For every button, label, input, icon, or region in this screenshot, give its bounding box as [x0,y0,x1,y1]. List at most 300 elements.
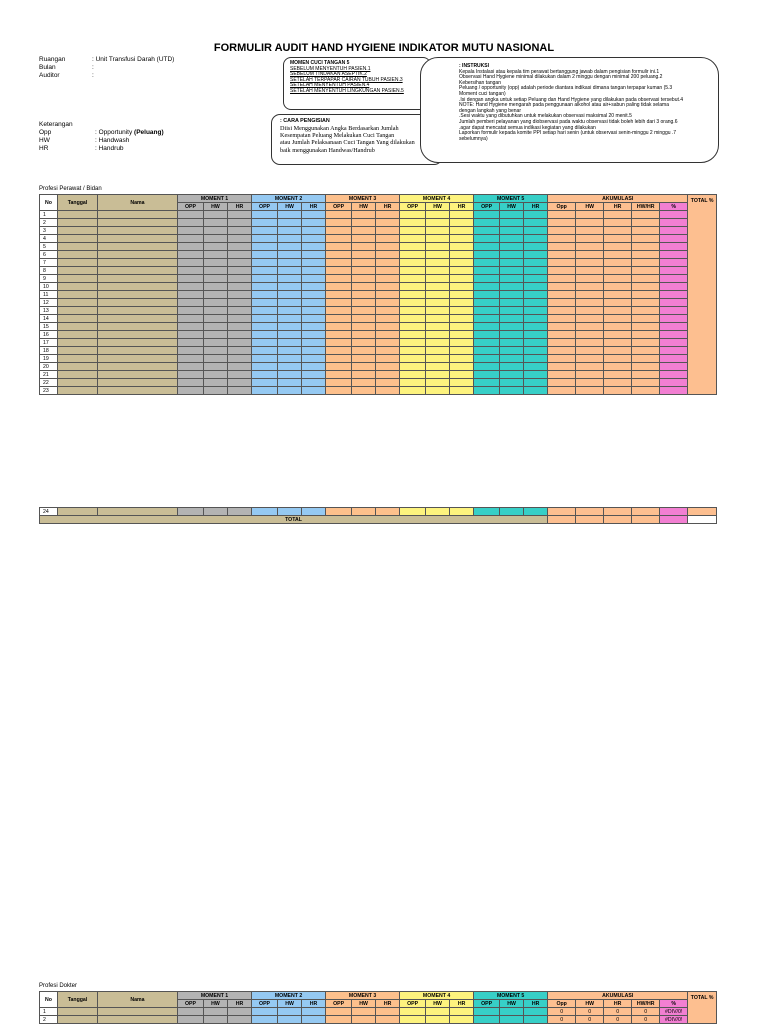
table-cell[interactable] [450,307,474,315]
table-cell[interactable] [376,219,400,227]
table-cell[interactable] [376,355,400,363]
table-cell-percent[interactable] [660,379,688,387]
table-cell[interactable] [524,291,548,299]
table-cell[interactable] [632,243,660,251]
table-cell-percent[interactable] [660,251,688,259]
table-cell[interactable] [450,1016,474,1024]
table-cell[interactable] [228,1016,252,1024]
table-cell[interactable] [228,331,252,339]
table-cell[interactable] [178,267,204,275]
table-cell[interactable] [426,371,450,379]
table-cell[interactable] [604,331,632,339]
table-cell[interactable] [426,299,450,307]
table-cell[interactable] [524,355,548,363]
table-cell[interactable] [400,347,426,355]
table-cell-percent[interactable] [660,387,688,395]
table-cell[interactable] [524,243,548,251]
table-cell[interactable] [548,331,576,339]
table-cell[interactable] [604,291,632,299]
table-cell-percent[interactable] [660,291,688,299]
table-cell[interactable] [58,331,98,339]
table-cell[interactable] [178,259,204,267]
table-cell[interactable] [474,371,500,379]
table-cell[interactable] [98,291,178,299]
table-cell[interactable] [302,283,326,291]
table-cell[interactable] [426,1008,450,1016]
table-cell[interactable] [204,1016,228,1024]
table-cell-percent[interactable] [660,243,688,251]
table-cell[interactable] [326,323,352,331]
table-cell[interactable] [474,219,500,227]
table-cell[interactable] [500,347,524,355]
table-cell[interactable] [228,251,252,259]
table-cell[interactable] [548,355,576,363]
total-cell[interactable] [632,516,660,524]
table-cell[interactable] [58,355,98,363]
table-cell[interactable] [204,307,228,315]
table-cell[interactable] [604,379,632,387]
table-cell[interactable]: 0 [604,1008,632,1016]
table-cell[interactable] [500,1008,524,1016]
table-cell[interactable] [632,355,660,363]
table-cell[interactable] [474,259,500,267]
table-cell[interactable] [632,259,660,267]
table-cell-percent[interactable] [660,323,688,331]
table-cell[interactable] [400,379,426,387]
table-cell[interactable] [376,275,400,283]
table-cell[interactable] [524,331,548,339]
table-cell[interactable] [450,259,474,267]
table-cell[interactable] [450,363,474,371]
table-cell[interactable] [204,371,228,379]
table-cell[interactable] [204,235,228,243]
table-cell[interactable] [548,275,576,283]
table-cell[interactable] [58,323,98,331]
table-cell[interactable] [400,251,426,259]
table-cell[interactable] [548,371,576,379]
table-cell[interactable] [576,299,604,307]
table-cell[interactable] [474,315,500,323]
table-cell[interactable] [278,251,302,259]
table-cell[interactable] [376,1016,400,1024]
table-cell[interactable] [178,315,204,323]
table-cell[interactable] [576,508,604,516]
table-cell[interactable] [278,291,302,299]
table-cell[interactable] [252,219,278,227]
table-cell[interactable] [548,315,576,323]
table-cell[interactable] [400,235,426,243]
table-cell[interactable] [524,259,548,267]
table-cell[interactable] [376,251,400,259]
table-cell[interactable] [252,1008,278,1016]
table-cell[interactable] [204,347,228,355]
table-cell[interactable] [278,299,302,307]
table-cell[interactable] [278,259,302,267]
table-cell[interactable] [302,275,326,283]
table-cell[interactable] [604,251,632,259]
table-cell[interactable] [228,299,252,307]
table-cell[interactable] [474,355,500,363]
table-cell[interactable] [400,227,426,235]
table-cell[interactable] [400,323,426,331]
table-cell[interactable] [426,235,450,243]
table-cell[interactable] [58,291,98,299]
table-cell[interactable]: 0 [632,1016,660,1024]
table-cell[interactable] [178,508,204,516]
table-cell[interactable] [548,227,576,235]
table-cell[interactable] [252,267,278,275]
table-cell[interactable] [302,211,326,219]
table-cell[interactable] [252,251,278,259]
table-cell[interactable] [450,219,474,227]
table-cell[interactable] [228,508,252,516]
table-cell[interactable] [632,299,660,307]
table-cell[interactable] [576,227,604,235]
table-cell[interactable] [400,219,426,227]
table-cell[interactable] [178,347,204,355]
table-cell[interactable] [548,259,576,267]
table-cell[interactable] [450,379,474,387]
table-cell[interactable] [352,363,376,371]
table-cell[interactable] [98,363,178,371]
table-cell[interactable] [604,307,632,315]
table-cell[interactable] [450,243,474,251]
table-cell[interactable] [632,235,660,243]
table-cell[interactable] [252,363,278,371]
table-cell[interactable] [252,259,278,267]
table-cell[interactable] [632,307,660,315]
table-cell[interactable] [632,347,660,355]
table-cell[interactable] [426,211,450,219]
table-cell[interactable] [228,355,252,363]
table-cell[interactable] [604,211,632,219]
table-cell[interactable] [474,227,500,235]
table-cell[interactable] [400,371,426,379]
table-cell[interactable] [204,259,228,267]
table-cell[interactable] [604,235,632,243]
table-cell[interactable] [228,379,252,387]
table-cell[interactable] [474,347,500,355]
table-cell[interactable] [426,251,450,259]
table-cell[interactable] [352,387,376,395]
table-cell[interactable] [278,227,302,235]
table-cell[interactable] [474,267,500,275]
table-cell[interactable] [58,283,98,291]
table-cell[interactable] [252,323,278,331]
table-cell[interactable] [548,291,576,299]
table-cell[interactable] [426,219,450,227]
table-cell-percent[interactable] [660,283,688,291]
table-cell[interactable] [548,387,576,395]
table-cell[interactable] [58,227,98,235]
table-cell[interactable] [178,371,204,379]
table-cell[interactable] [352,331,376,339]
table-cell[interactable] [228,307,252,315]
table-cell[interactable] [500,275,524,283]
table-cell[interactable] [376,339,400,347]
table-cell[interactable] [178,211,204,219]
table-cell[interactable] [302,1016,326,1024]
table-cell[interactable] [252,275,278,283]
table-cell[interactable] [58,508,98,516]
table-cell[interactable] [524,323,548,331]
table-cell[interactable] [98,283,178,291]
table-cell[interactable] [376,315,400,323]
table-cell[interactable] [352,219,376,227]
table-cell[interactable] [524,315,548,323]
table-cell[interactable] [178,339,204,347]
table-cell[interactable] [326,251,352,259]
table-cell[interactable] [426,1016,450,1024]
table-cell[interactable] [178,387,204,395]
table-cell[interactable] [178,291,204,299]
table-cell[interactable] [326,315,352,323]
table-cell[interactable] [450,235,474,243]
table-cell[interactable] [400,307,426,315]
table-cell[interactable] [302,315,326,323]
table-cell[interactable] [302,355,326,363]
table-cell[interactable] [524,339,548,347]
table-cell-percent[interactable] [660,363,688,371]
table-cell[interactable] [376,347,400,355]
table-cell-percent[interactable] [660,299,688,307]
table-cell[interactable] [228,1008,252,1016]
table-cell[interactable] [632,227,660,235]
table-cell[interactable] [450,251,474,259]
table-cell[interactable] [278,508,302,516]
table-cell[interactable] [204,323,228,331]
table-cell[interactable] [58,307,98,315]
table-cell[interactable] [632,339,660,347]
table-cell[interactable] [474,379,500,387]
total-cell[interactable] [576,516,604,524]
table-cell[interactable] [474,323,500,331]
table-cell[interactable] [352,291,376,299]
table-cell[interactable] [278,243,302,251]
table-cell[interactable] [576,371,604,379]
table-cell[interactable] [450,299,474,307]
table-cell[interactable] [352,355,376,363]
table-cell[interactable] [302,347,326,355]
table-cell[interactable] [98,331,178,339]
table-cell[interactable] [400,291,426,299]
table-cell[interactable] [576,275,604,283]
table-cell[interactable] [98,211,178,219]
table-cell[interactable] [604,315,632,323]
table-cell[interactable] [98,267,178,275]
table-cell[interactable] [178,1016,204,1024]
table-cell[interactable] [326,219,352,227]
table-cell[interactable] [278,379,302,387]
table-cell[interactable] [474,307,500,315]
table-cell[interactable] [500,371,524,379]
table-cell[interactable] [400,267,426,275]
table-cell[interactable] [326,291,352,299]
table-cell[interactable] [178,1008,204,1016]
table-cell[interactable] [228,283,252,291]
table-cell[interactable] [204,211,228,219]
table-cell[interactable] [450,283,474,291]
table-cell[interactable] [474,235,500,243]
table-cell[interactable] [426,347,450,355]
table-cell[interactable] [376,371,400,379]
table-cell[interactable] [548,211,576,219]
table-cell[interactable] [524,235,548,243]
table-cell[interactable] [604,267,632,275]
table-cell[interactable] [252,387,278,395]
table-cell[interactable] [400,331,426,339]
table-cell[interactable] [278,235,302,243]
table-cell[interactable] [524,347,548,355]
table-cell[interactable]: 0 [632,1008,660,1016]
table-cell[interactable] [450,347,474,355]
table-cell[interactable] [632,283,660,291]
table-cell[interactable] [500,299,524,307]
table-cell[interactable] [352,323,376,331]
table-cell[interactable] [326,299,352,307]
table-cell[interactable] [178,355,204,363]
table-cell[interactable] [524,251,548,259]
table-cell[interactable] [474,508,500,516]
table-cell[interactable] [500,315,524,323]
table-cell[interactable] [204,1008,228,1016]
table-cell[interactable]: 0 [604,1016,632,1024]
table-cell[interactable] [500,307,524,315]
table-cell[interactable] [500,259,524,267]
table-cell[interactable] [548,508,576,516]
table-cell[interactable] [252,211,278,219]
table-cell[interactable] [58,267,98,275]
table-cell[interactable] [450,508,474,516]
table-cell[interactable] [278,267,302,275]
table-cell[interactable] [326,227,352,235]
table-cell-percent[interactable]: #DIV/0! [660,1016,688,1024]
table-cell[interactable]: 0 [548,1016,576,1024]
table-cell[interactable] [98,227,178,235]
table-cell[interactable] [178,379,204,387]
table-cell[interactable] [604,219,632,227]
table-cell[interactable] [524,1008,548,1016]
table-cell[interactable] [252,371,278,379]
table-cell[interactable] [98,323,178,331]
table-cell[interactable] [426,307,450,315]
table-cell[interactable] [632,251,660,259]
table-cell[interactable] [548,243,576,251]
table-cell[interactable] [204,275,228,283]
table-cell[interactable] [400,1016,426,1024]
table-cell[interactable] [500,283,524,291]
table-cell[interactable] [98,299,178,307]
table-cell[interactable] [204,355,228,363]
table-cell[interactable] [400,1008,426,1016]
table-cell[interactable] [228,339,252,347]
table-cell[interactable] [426,363,450,371]
table-cell[interactable] [228,387,252,395]
table-cell[interactable] [278,371,302,379]
table-cell[interactable] [326,275,352,283]
table-cell[interactable] [58,1008,98,1016]
table-cell[interactable] [500,363,524,371]
table-cell[interactable] [548,299,576,307]
table-cell-percent[interactable] [660,267,688,275]
table-cell[interactable] [278,211,302,219]
table-cell[interactable] [524,387,548,395]
table-cell[interactable] [474,243,500,251]
table-cell[interactable] [426,339,450,347]
table-cell[interactable] [178,235,204,243]
table-cell[interactable] [400,387,426,395]
table-cell[interactable] [524,363,548,371]
table-cell-percent[interactable] [660,339,688,347]
table-cell[interactable] [604,323,632,331]
table-cell[interactable] [604,363,632,371]
table-cell[interactable] [302,387,326,395]
table-cell[interactable] [178,331,204,339]
table-cell[interactable] [98,307,178,315]
table-cell[interactable] [376,299,400,307]
table-cell[interactable] [302,508,326,516]
table-cell[interactable] [326,339,352,347]
table-cell[interactable] [352,379,376,387]
table-cell[interactable] [302,243,326,251]
table-cell[interactable] [352,1008,376,1016]
table-cell[interactable] [548,251,576,259]
table-cell[interactable] [604,243,632,251]
table-cell[interactable] [252,299,278,307]
table-cell[interactable] [228,219,252,227]
table-cell[interactable] [376,1008,400,1016]
table-cell-percent[interactable] [660,315,688,323]
table-cell[interactable] [426,267,450,275]
table-cell[interactable] [326,1008,352,1016]
table-cell[interactable] [352,283,376,291]
table-cell[interactable] [228,275,252,283]
table-cell[interactable] [352,347,376,355]
table-cell[interactable] [376,243,400,251]
table-cell[interactable] [302,371,326,379]
table-cell[interactable] [204,387,228,395]
table-cell[interactable] [302,1008,326,1016]
table-cell[interactable] [326,387,352,395]
table-cell[interactable] [474,339,500,347]
table-cell-percent[interactable] [660,508,688,516]
table-cell[interactable] [426,331,450,339]
table-cell[interactable] [98,275,178,283]
table-cell[interactable] [302,299,326,307]
table-cell[interactable] [58,235,98,243]
table-cell[interactable] [450,275,474,283]
table-cell[interactable] [426,323,450,331]
table-cell[interactable] [548,379,576,387]
table-cell[interactable] [58,219,98,227]
table-cell-percent[interactable] [660,211,688,219]
table-cell[interactable] [228,227,252,235]
table-cell[interactable] [450,315,474,323]
table-cell[interactable] [426,387,450,395]
table-cell[interactable] [352,235,376,243]
table-cell[interactable] [548,219,576,227]
table-cell[interactable] [352,339,376,347]
table-cell[interactable] [426,355,450,363]
table-cell[interactable] [548,339,576,347]
table-cell[interactable] [426,315,450,323]
table-cell[interactable] [326,347,352,355]
table-cell[interactable] [604,347,632,355]
table-cell[interactable] [204,331,228,339]
table-cell[interactable] [450,1008,474,1016]
table-cell[interactable] [352,315,376,323]
table-cell-percent[interactable] [660,259,688,267]
